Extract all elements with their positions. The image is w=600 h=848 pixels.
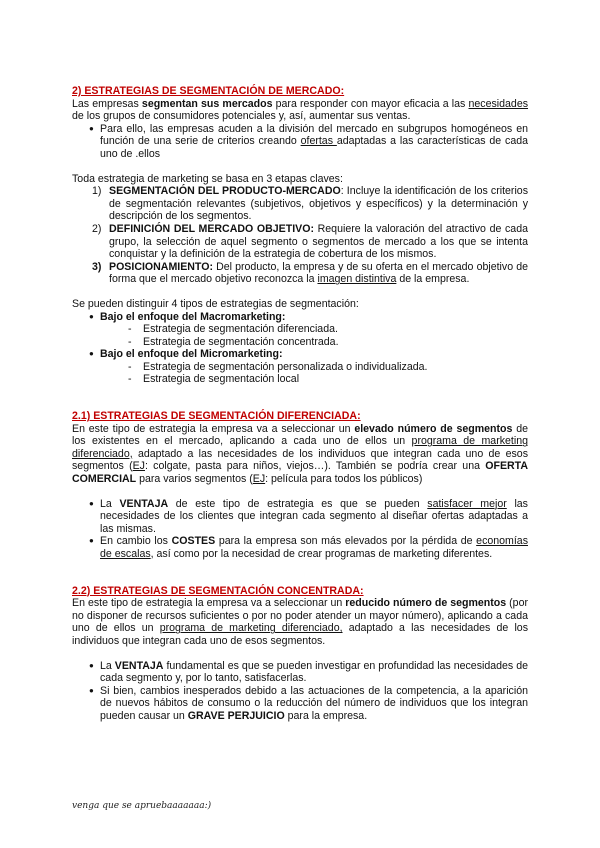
section-2-intro: Las empresas segmentan sus mercados para responder con mayor eficacia a las necesidades de los grupos de consumidores potenciales y, así, aumentar sus ventas. <box>72 97 529 123</box>
section-2-1-heading: 2.1) ESTRATEGIAS DE SEGMENTACIÓN DIFERENCIADA: <box>72 410 361 423</box>
macro-types-list <box>72 323 528 348</box>
section-2-2-bullets <box>72 660 528 723</box>
list-item: ● La VENTAJA fundamental es que se pueden investigar en profundidad las necesidades de cada segmento y, por lo tanto, satisfacerlas. <box>72 660 528 685</box>
types-intro: Se pueden distinguir 4 tipos de estrategias de segmentación: <box>72 297 359 310</box>
list-item: - Estrategia de segmentación local <box>72 373 528 386</box>
types-list-2 <box>72 348 528 361</box>
stages-list <box>72 185 528 286</box>
section-2-1-paragraph: En este tipo de estrategia la empresa va a seleccionar un elevado número de segmentos de los existentes en el mercado, aplicando a cada uno de ellos un programa de marketing diferenciado, adaptado a las necesidades de los individuos que integran cada uno de esos segmentos (EJ: colgate, pasta para niños, viejos…). También se podría crear una OFERTA COMERCIAL para varios segmentos (EJ: película para todos los públicos) <box>72 422 528 486</box>
list-item: - Estrategia de segmentación diferenciada. <box>72 323 528 336</box>
list-item: ● Bajo el enfoque del Macromarketing: <box>72 311 528 324</box>
list-item: ● Para ello, las empresas acuden a la división del mercado en subgrupos homogéneos en función de una serie de criterios creando ofertas adaptadas a las características de cada uno de .ellos <box>72 123 528 161</box>
list-item: ● Si bien, cambios inesperados debido a las actuaciones de la competencia, a la aparición de nuevos hábitos de consumo o la reducción del número de individuos que los integran pueden causar un GRAVE PERJUICIO para la empresa. <box>72 685 528 723</box>
list-item: ● En cambio los COSTES para la empresa son más elevados por la pérdida de economías de escalas, así como por la necesidad de crear programas de marketing diferentes. <box>72 535 528 560</box>
micro-types-list <box>72 361 528 386</box>
section-2-bullets <box>72 123 528 161</box>
stages-intro: Toda estrategia de marketing se basa en 3 etapas claves: <box>72 172 343 185</box>
page-footer: venga que se apruebaaaaaaa:) <box>72 801 212 811</box>
section-2-2-heading: 2.2) ESTRATEGIAS DE SEGMENTACIÓN CONCENTRADA: <box>72 584 364 597</box>
list-item: ● La VENTAJA de este tipo de estrategia es que se pueden satisfacer mejor las necesidades de los clientes que integran cada segmento al diseñar ofertas adaptadas a las mismas. <box>72 498 528 536</box>
list-item: - Estrategia de segmentación personalizada o individualizada. <box>72 361 528 374</box>
document-body <box>72 85 528 723</box>
section-2-heading: 2) ESTRATEGIAS DE SEGMENTACIÓN DE MERCADO: <box>72 85 345 97</box>
list-item: 2) DEFINICIÓN DEL MERCADO OBJETIVO: Requiere la valoración del atractivo de cada grupo, la selección de aquel segmento o segmentos de mercado a los que se intenta conquistar y la definición de la estrategia de cobertura de los mismos. <box>92 222 528 261</box>
types-list <box>72 311 528 324</box>
section-2-2-paragraph: En este tipo de estrategia la empresa va a seleccionar un reducido número de segmentos (por no disponer de recursos suficientes o por no poder atender un mayor número), aplicando a cada uno de ellos un programa de marketing diferenciado, adaptado a las necesidades de los individuos que integran cada uno de esos segmentos. <box>72 597 528 647</box>
section-2-1-bullets <box>72 498 528 561</box>
list-item: 3) POSICIONAMIENTO: Del producto, la empresa y de su oferta en el mercado objetivo de forma que el mercado objetivo reconozca la imagen distintiva de la empresa. <box>92 260 528 286</box>
list-item: ● Bajo el enfoque del Micromarketing: <box>72 348 528 361</box>
list-item: - Estrategia de segmentación concentrada. <box>72 336 528 349</box>
list-item: 1) SEGMENTACIÓN DEL PRODUCTO-MERCADO: Incluye la identificación de los criterios de segmentación relevantes (subjetivos, objetivos y específicos) y la determinación y descripción de los segmentos. <box>92 185 528 223</box>
